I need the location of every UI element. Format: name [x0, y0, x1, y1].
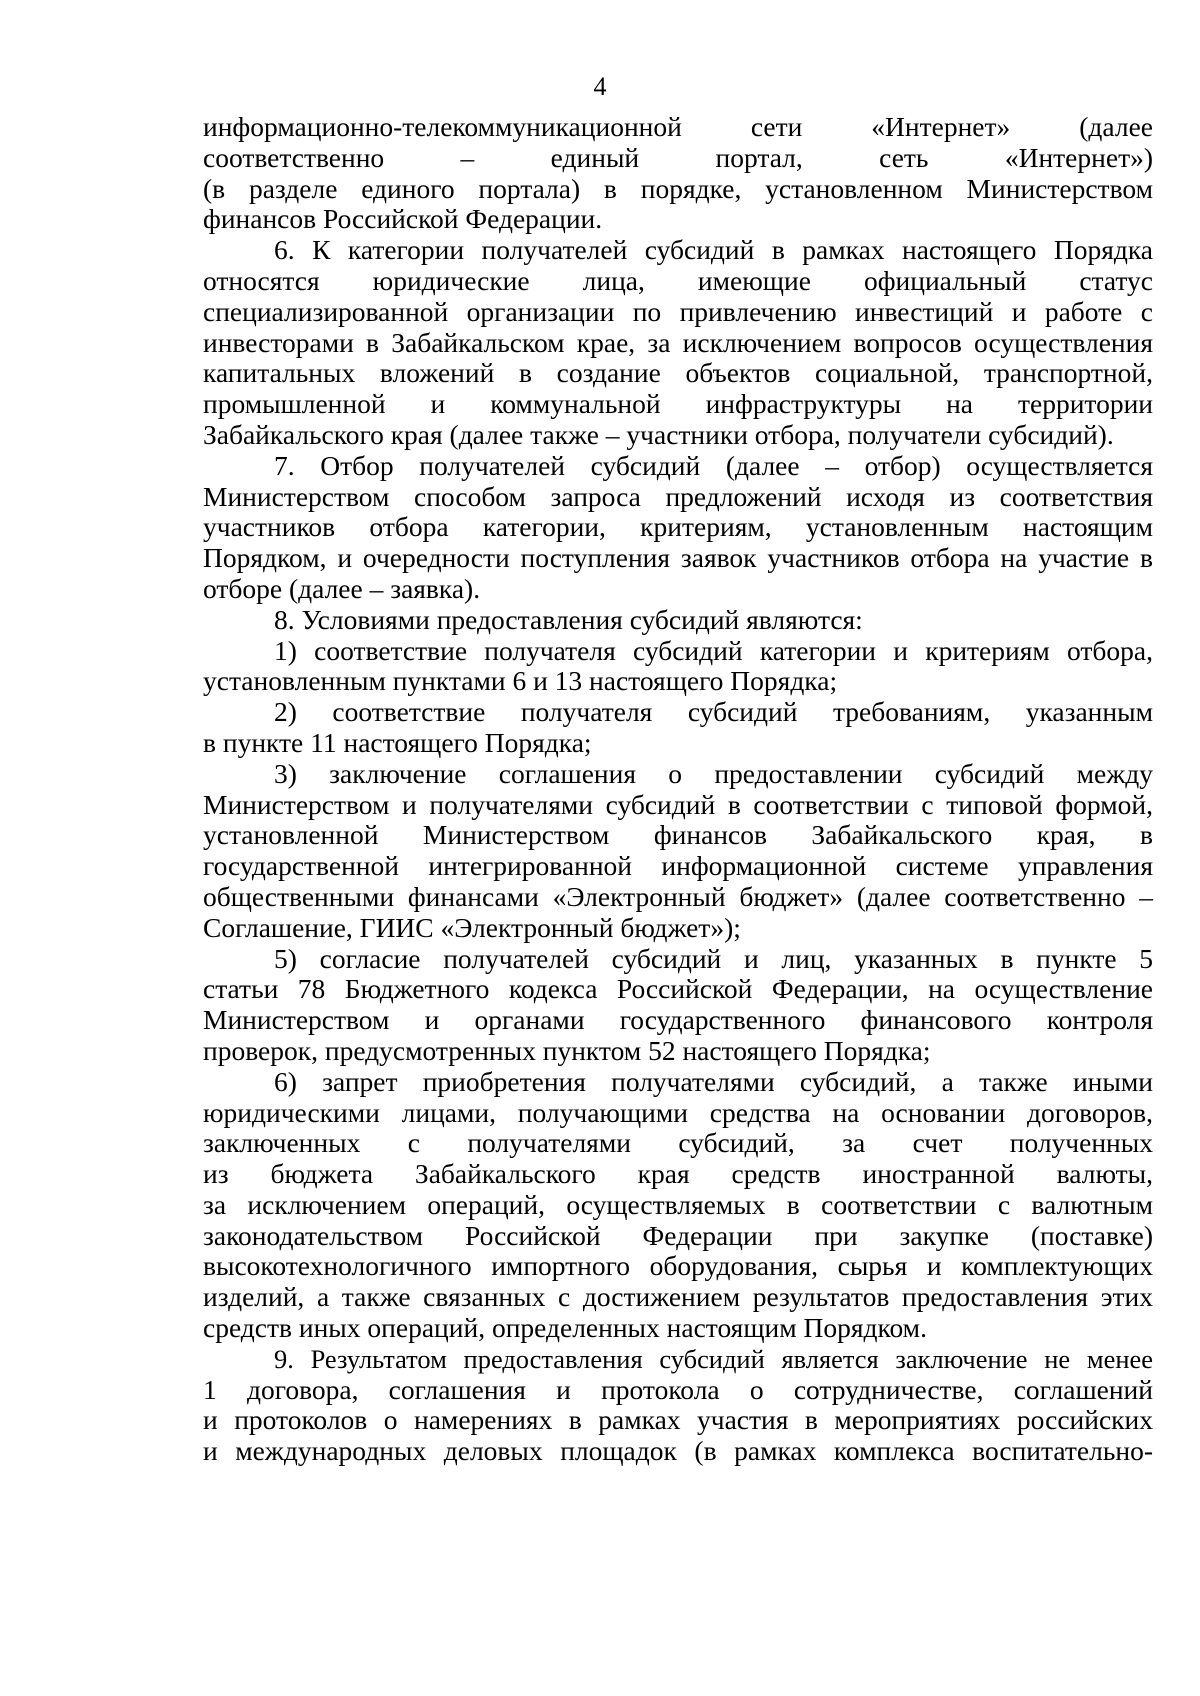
text-line: 1) соответствие получателя субсидий категории и критериям отбора, [274, 634, 1153, 666]
text-line: относятся юридические лица, имеющие официальный статус [203, 264, 1153, 296]
text-line: 8. Условиями предоставления субсидий являются: [274, 603, 863, 635]
text-line: 2) соответствие получателя субсидий требованиям, указанным [274, 696, 1153, 728]
text-line: инвесторами в Забайкальском крае, за исключением вопросов осуществления [203, 326, 1153, 358]
text-line: Забайкальского края (далее также – участники отбора, получатели субсидий). [203, 418, 1114, 450]
text-line: отборе (далее – заявка). [203, 572, 481, 604]
text-line: 6. К категории получателей субсидий в рамках настоящего Порядка [274, 234, 1153, 266]
text-line: юридическими лицами, получающими средства на основании договоров, [203, 1096, 1153, 1128]
text-line: 9. Результатом предоставления субсидий является заключение не менее [274, 1343, 1153, 1374]
text-line: специализированной организации по привлечению инвестиций и работе с [203, 295, 1153, 327]
text-line: высокотехнологичного импортного оборудования, сырья и комплектующих [203, 1250, 1153, 1282]
text-line: из бюджета Забайкальского края средств иностранной валюты, [203, 1158, 1153, 1190]
text-line: промышленной и коммунальной инфраструктуры на территории [203, 388, 1153, 420]
text-line: финансов Российской Федерации. [203, 203, 603, 235]
body-text [203, 112, 1153, 1467]
text-line: 7. Отбор получателей субсидий (далее – отбор) осуществляется [274, 449, 1153, 481]
page-number: 4 [593, 72, 607, 101]
text-line: Министерством способом запроса предложений исходя из соответствия [203, 480, 1153, 512]
text-line: 3) заключение соглашения о предоставлении субсидий между [274, 757, 1153, 789]
text-line: проверок, предусмотренных пунктом 52 настоящего Порядка; [203, 1034, 931, 1066]
text-line: Порядком, и очередности поступления заявок участников отбора на участие в [203, 542, 1153, 574]
text-line: в пункте 11 настоящего Порядка; [203, 726, 592, 758]
text-line: Министерством и получателями субсидий в соответствии с типовой формой, [203, 788, 1153, 820]
text-line: заключенных с получателями субсидий, за счет полученных [203, 1127, 1153, 1159]
text-line: законодательством Российской Федерации при закупке (поставке) [203, 1219, 1153, 1251]
text-line: за исключением операций, осуществляемых в соответствии с валютным [203, 1188, 1153, 1220]
text-line: 5) согласие получателей субсидий и лиц, указанных в пункте 5 [274, 942, 1153, 974]
text-line: соответственно – единый портал, сеть «Интернет») [203, 141, 1153, 173]
text-line: установленной Министерством финансов Забайкальского края, в [203, 819, 1153, 851]
text-line: государственной интегрированной информационной системе управления [203, 850, 1153, 882]
text-line: 1 договора, соглашения и протокола о сотрудничестве, соглашений [203, 1373, 1153, 1405]
text-line: статьи 78 Бюджетного кодекса Российской Федерации, на осуществление [203, 973, 1153, 1005]
text-line: установленным пунктами 6 и 13 настоящего Порядка; [203, 665, 838, 697]
text-line: и протоколов о намерениях в рамках участия в мероприятиях российских [203, 1404, 1153, 1436]
text-line: Министерством и органами государственного финансового контроля [203, 1004, 1153, 1036]
text-line: капитальных вложений в создание объектов социальной, транспортной, [203, 357, 1153, 389]
text-line: изделий, а также связанных с достижением результатов предоставления этих [203, 1281, 1153, 1313]
text-line: (в разделе единого портала) в порядке, установленном Министерством [203, 172, 1153, 204]
text-line: информационно-телекоммуникационной сети «Интернет» (далее [203, 111, 1153, 142]
text-line: участников отбора категории, критериям, установленным настоящим [203, 511, 1153, 543]
text-line: 6) запрет приобретения получателями субсидий, а также иными [274, 1065, 1153, 1097]
text-line: средств иных операций, определенных настоящим Порядком. [203, 1312, 927, 1344]
text-line: и международных деловых площадок (в рамках комплекса воспитательно- [203, 1435, 1153, 1467]
text-line: Соглашение, ГИИС «Электронный бюджет»); [203, 911, 741, 943]
text-line: общественными финансами «Электронный бюджет» (далее соответственно – [203, 880, 1153, 912]
